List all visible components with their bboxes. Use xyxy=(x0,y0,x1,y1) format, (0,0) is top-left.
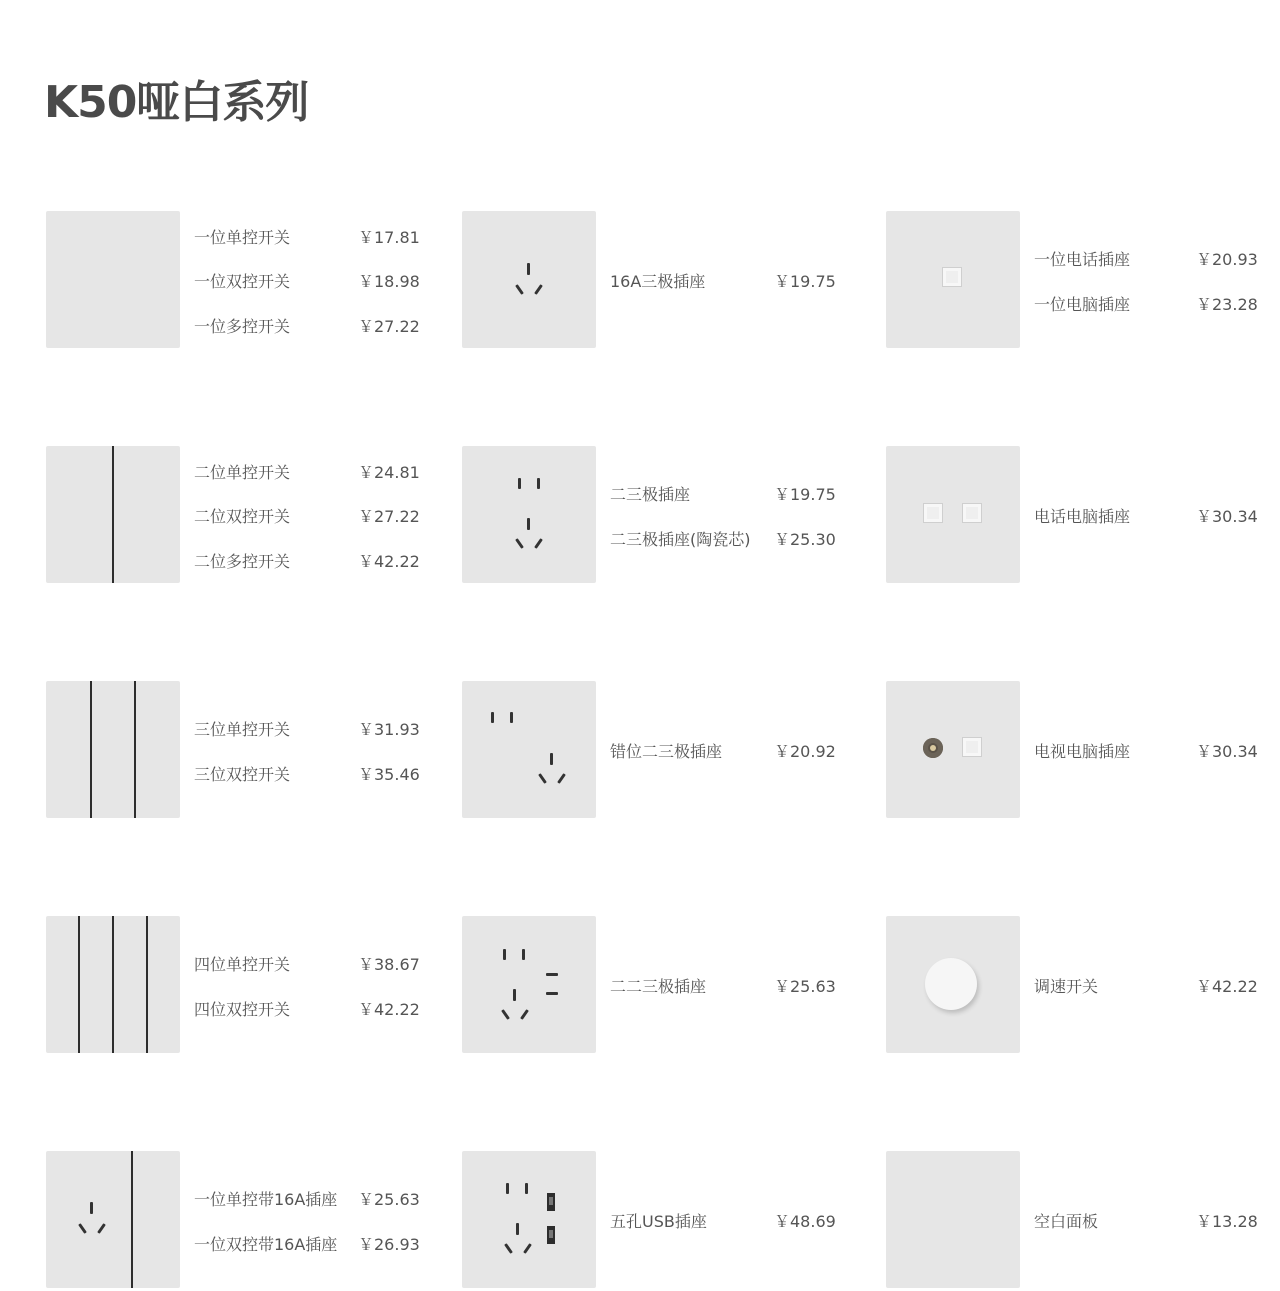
product-item-list xyxy=(1034,916,1280,1053)
item-price: ￥48.69 xyxy=(774,1212,836,1231)
product-item-list xyxy=(194,1151,494,1288)
product-card[interactable] xyxy=(46,916,466,1056)
product-item-list xyxy=(610,681,910,818)
item-name: 二位多控开关 xyxy=(194,552,291,571)
single-data-port-panel-icon xyxy=(886,211,1020,348)
list-item xyxy=(610,1209,910,1233)
speed-control-knob-panel-icon xyxy=(886,916,1020,1053)
item-name: 五孔USB插座 xyxy=(610,1212,707,1231)
list-item xyxy=(194,1187,494,1211)
product-item-list xyxy=(1034,681,1280,818)
item-price: ￥25.30 xyxy=(774,530,836,549)
two-gang-switch-panel-icon xyxy=(46,446,180,583)
item-name: 一位电脑插座 xyxy=(1034,295,1131,314)
product-card[interactable] xyxy=(46,211,466,351)
item-price: ￥20.92 xyxy=(774,742,836,761)
product-item-list xyxy=(1034,1151,1280,1288)
item-price: ￥20.93 xyxy=(1196,250,1258,269)
product-card[interactable] xyxy=(886,1151,1280,1291)
product-card[interactable] xyxy=(46,1151,466,1291)
list-item xyxy=(194,504,494,528)
list-item xyxy=(194,549,494,573)
item-name: 一位多控开关 xyxy=(194,317,291,336)
item-price: ￥30.34 xyxy=(1196,742,1258,761)
product-item-list xyxy=(194,211,494,348)
list-item xyxy=(194,952,494,976)
list-item xyxy=(194,269,494,293)
item-price: ￥31.93 xyxy=(358,720,420,739)
list-item xyxy=(610,527,910,551)
list-item xyxy=(194,1232,494,1256)
phone-computer-socket-panel-icon xyxy=(886,446,1020,583)
list-item xyxy=(1034,974,1280,998)
switch-with-16a-socket-panel-icon xyxy=(46,1151,180,1288)
product-card[interactable] xyxy=(46,446,466,586)
item-price: ￥42.22 xyxy=(1196,977,1258,996)
list-item xyxy=(194,225,494,249)
item-name: 错位二三极插座 xyxy=(610,742,723,761)
item-price: ￥38.67 xyxy=(358,955,420,974)
product-card[interactable] xyxy=(886,446,1280,586)
product-card[interactable] xyxy=(886,211,1280,351)
list-item xyxy=(1034,292,1280,316)
product-card[interactable] xyxy=(886,916,1280,1056)
product-item-list xyxy=(194,916,494,1053)
two-two-three-pin-socket-panel-icon xyxy=(462,916,596,1053)
product-item-list xyxy=(610,211,910,348)
item-price: ￥25.63 xyxy=(358,1190,420,1209)
product-item-list xyxy=(194,681,494,818)
item-name: 二位双控开关 xyxy=(194,507,291,526)
item-price: ￥19.75 xyxy=(774,272,836,291)
list-item xyxy=(194,997,494,1021)
item-name: 一位电话插座 xyxy=(1034,250,1131,269)
item-price: ￥26.93 xyxy=(358,1235,420,1254)
three-pin-socket-panel-icon xyxy=(462,211,596,348)
item-name: 二二三极插座 xyxy=(610,977,707,996)
offset-two-three-pin-socket-panel-icon xyxy=(462,681,596,818)
item-name: 三位双控开关 xyxy=(194,765,291,784)
item-name: 空白面板 xyxy=(1034,1212,1099,1231)
list-item xyxy=(194,314,494,338)
list-item xyxy=(1034,739,1280,763)
product-item-list xyxy=(610,1151,910,1288)
page-title: K50哑白系列 xyxy=(44,77,309,128)
list-item xyxy=(1034,247,1280,271)
product-card[interactable] xyxy=(462,1151,882,1291)
product-item-list xyxy=(610,446,910,583)
item-price: ￥42.22 xyxy=(358,1000,420,1019)
item-price: ￥13.28 xyxy=(1196,1212,1258,1231)
four-gang-switch-panel-icon xyxy=(46,916,180,1053)
item-price: ￥24.81 xyxy=(358,463,420,482)
product-card[interactable] xyxy=(462,446,882,586)
product-card[interactable] xyxy=(886,681,1280,821)
list-item xyxy=(610,739,910,763)
item-name: 一位单控开关 xyxy=(194,228,291,247)
five-hole-usb-socket-panel-icon xyxy=(462,1151,596,1288)
item-name: 二三极插座 xyxy=(610,485,691,504)
product-item-list xyxy=(610,916,910,1053)
product-card[interactable] xyxy=(462,681,882,821)
item-name: 一位单控带16A插座 xyxy=(194,1190,338,1209)
list-item xyxy=(610,974,910,998)
item-name: 一位双控带16A插座 xyxy=(194,1235,338,1254)
item-price: ￥35.46 xyxy=(358,765,420,784)
list-item xyxy=(610,482,910,506)
list-item xyxy=(194,460,494,484)
item-price: ￥42.22 xyxy=(358,552,420,571)
item-name: 电话电脑插座 xyxy=(1034,507,1131,526)
product-item-list xyxy=(1034,211,1280,348)
list-item xyxy=(610,269,910,293)
item-price: ￥18.98 xyxy=(358,272,420,291)
item-price: ￥19.75 xyxy=(774,485,836,504)
item-name: 二位单控开关 xyxy=(194,463,291,482)
product-item-list xyxy=(1034,446,1280,583)
tv-computer-socket-panel-icon xyxy=(886,681,1020,818)
list-item xyxy=(1034,504,1280,528)
three-gang-switch-panel-icon xyxy=(46,681,180,818)
item-price: ￥17.81 xyxy=(358,228,420,247)
item-price: ￥27.22 xyxy=(358,317,420,336)
item-price: ￥25.63 xyxy=(774,977,836,996)
blank-switch-panel-icon xyxy=(46,211,180,348)
blank-cover-panel-icon xyxy=(886,1151,1020,1288)
item-price: ￥27.22 xyxy=(358,507,420,526)
item-name: 电视电脑插座 xyxy=(1034,742,1131,761)
product-card[interactable] xyxy=(462,211,882,351)
item-price: ￥23.28 xyxy=(1196,295,1258,314)
product-card[interactable] xyxy=(46,681,466,821)
two-three-pin-socket-panel-icon xyxy=(462,446,596,583)
item-name: 四位双控开关 xyxy=(194,1000,291,1019)
list-item xyxy=(194,762,494,786)
item-name: 三位单控开关 xyxy=(194,720,291,739)
list-item xyxy=(194,717,494,741)
list-item xyxy=(1034,1209,1280,1233)
item-name: 四位单控开关 xyxy=(194,955,291,974)
item-name: 一位双控开关 xyxy=(194,272,291,291)
item-name: 二三极插座(陶瓷芯) xyxy=(610,530,751,549)
product-card[interactable] xyxy=(462,916,882,1056)
product-item-list xyxy=(194,446,494,583)
item-price: ￥30.34 xyxy=(1196,507,1258,526)
item-name: 16A三极插座 xyxy=(610,272,706,291)
item-name: 调速开关 xyxy=(1034,977,1099,996)
